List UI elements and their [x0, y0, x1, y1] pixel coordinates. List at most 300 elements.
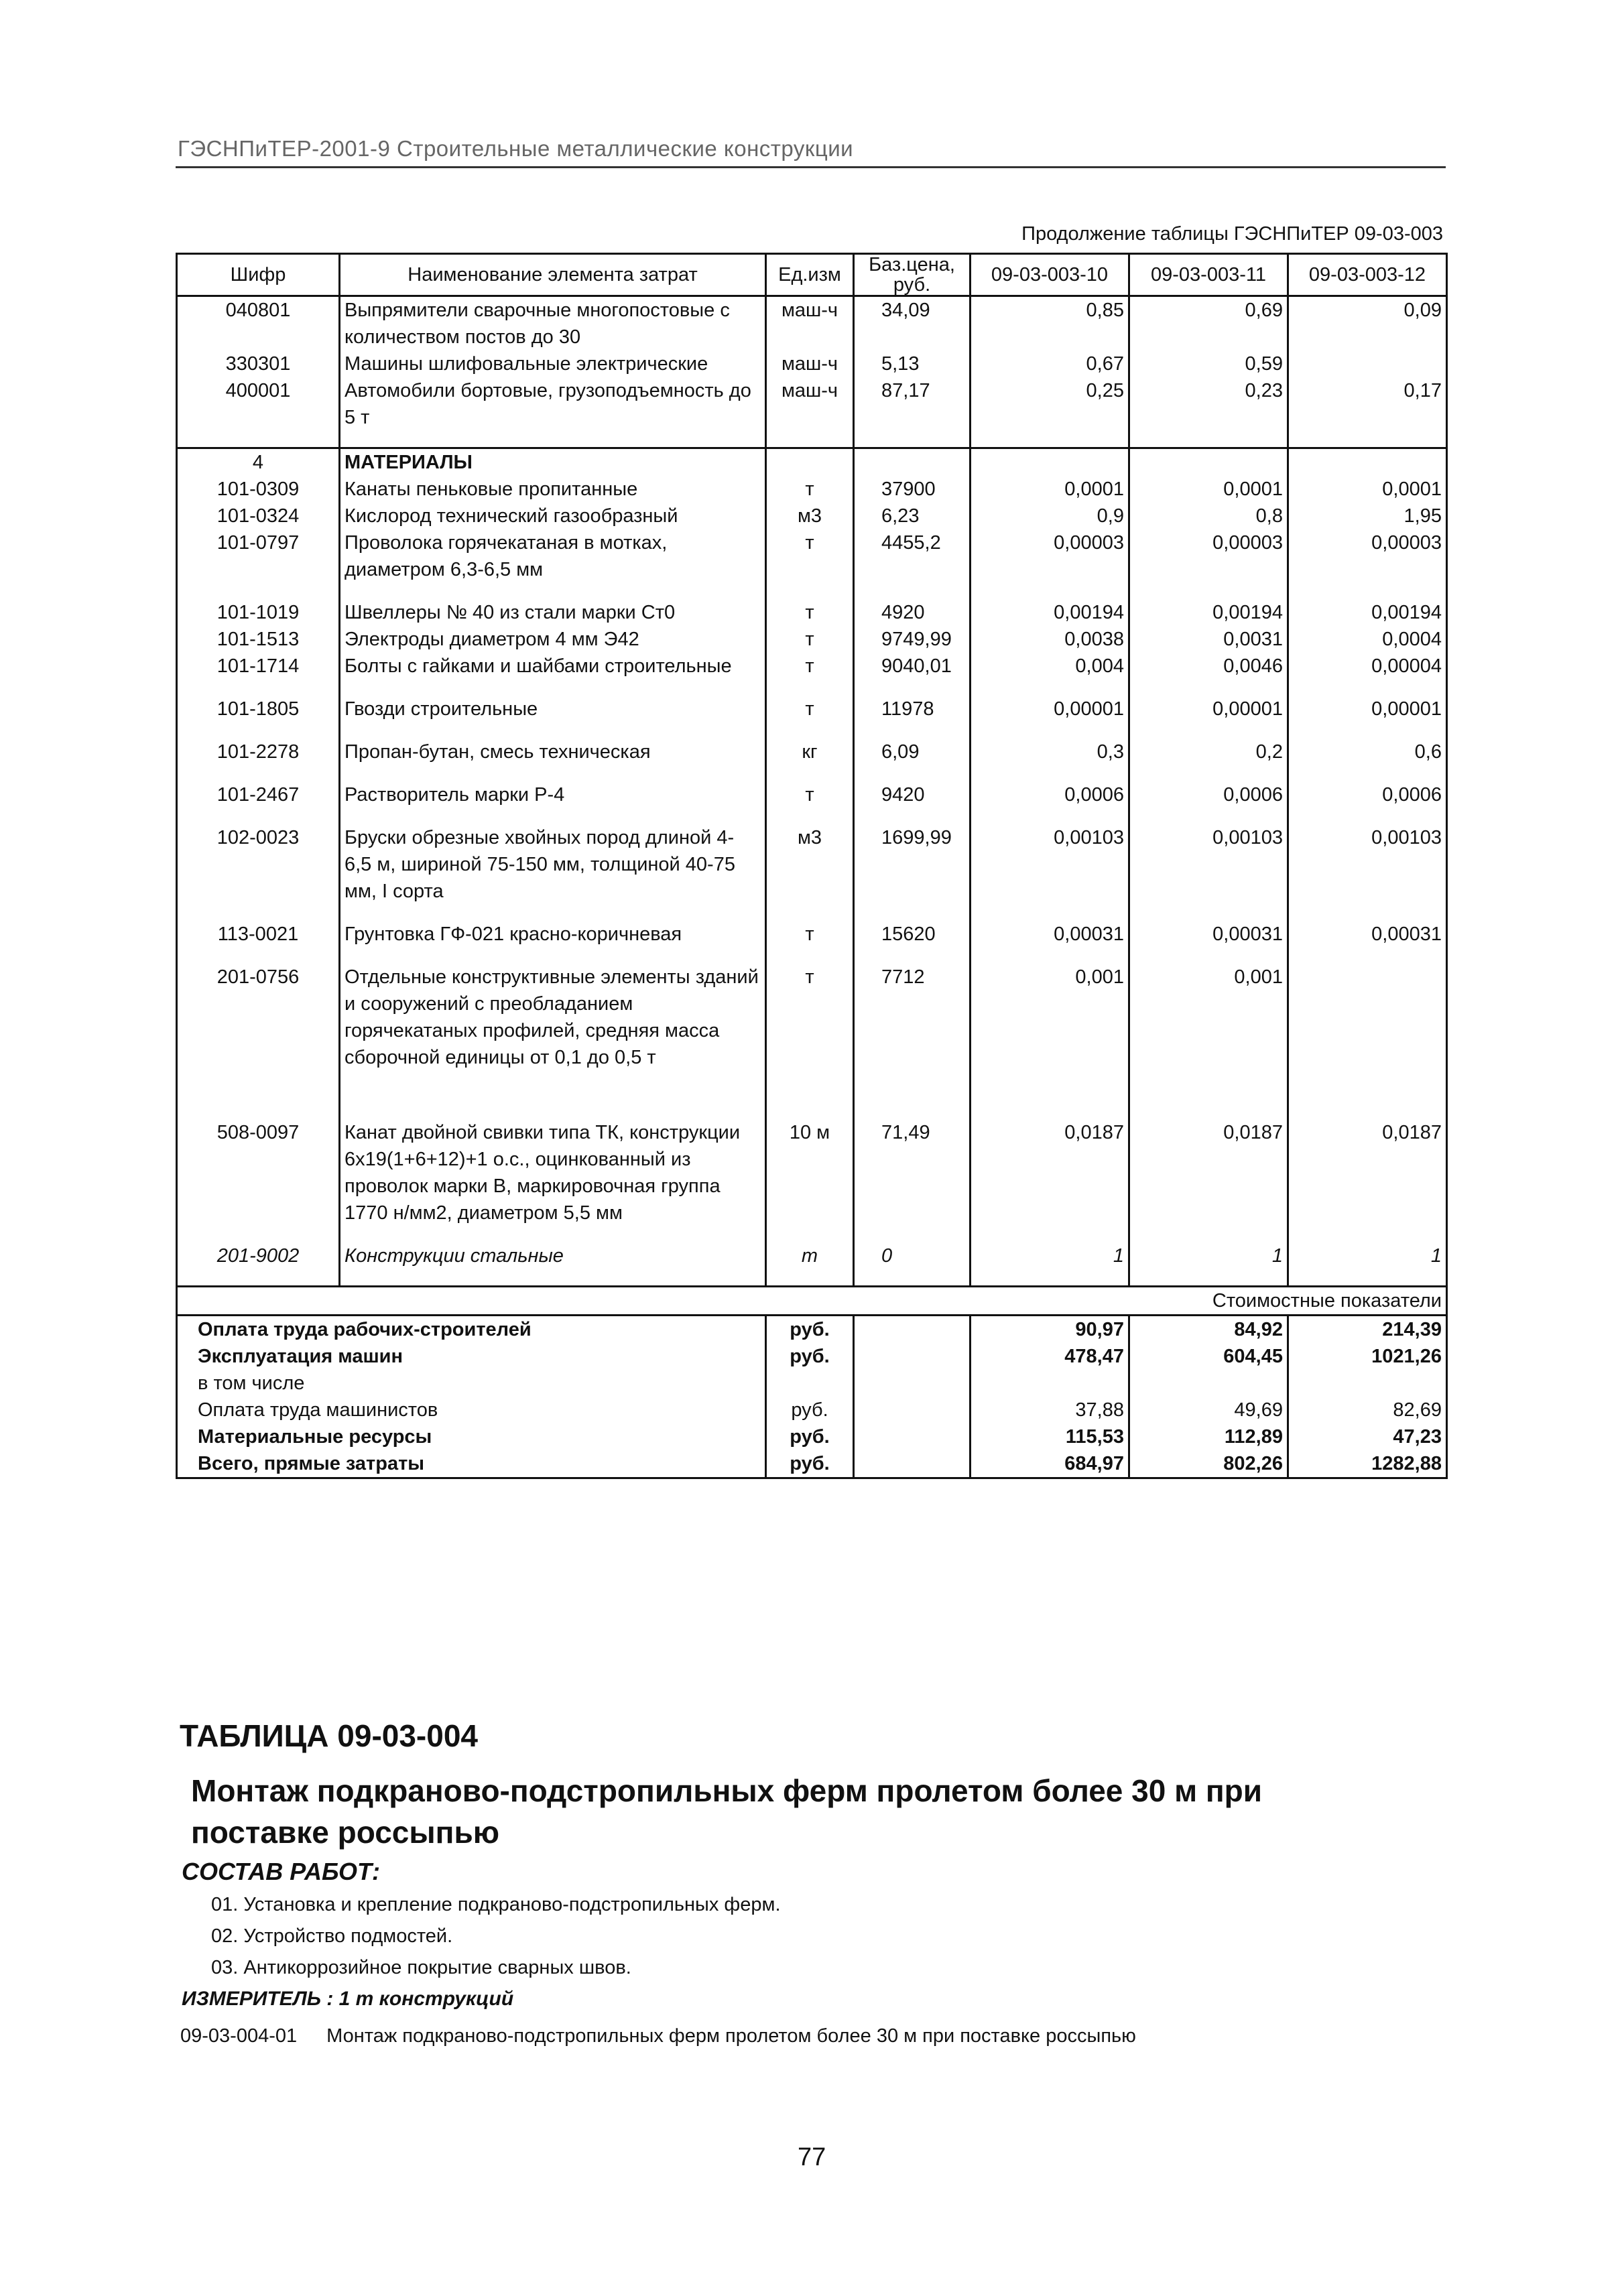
spacer-cell — [971, 1226, 1129, 1242]
document-header: ГЭСНПиТЕР-2001-9 Строительные металлические конструкции — [178, 136, 854, 161]
col-header-unit: Ед.изм — [766, 254, 854, 296]
spacer-cell — [177, 808, 340, 824]
spacer-cell — [766, 948, 854, 964]
spacer-cell — [1288, 1071, 1447, 1087]
col-header-price: Баз.цена, руб. — [854, 254, 971, 296]
spacer-cell — [971, 431, 1129, 448]
spacer-cell — [854, 722, 971, 739]
empty-cell — [1129, 448, 1288, 476]
value-11: 0,0046 — [1129, 653, 1288, 680]
spacer-cell — [1129, 1226, 1288, 1242]
value-12 — [1288, 350, 1447, 377]
spacer-cell — [1288, 722, 1447, 739]
spacer-cell — [971, 583, 1129, 599]
cost-unit: руб. — [766, 1343, 854, 1370]
table-row — [177, 1242, 1447, 1269]
resource-table — [176, 253, 1448, 1479]
spacer-cell — [1288, 765, 1447, 781]
resource-unit: т — [766, 476, 854, 503]
spacer-cell — [854, 1269, 971, 1287]
value-11: 0,0031 — [1129, 626, 1288, 653]
cost-value-12: 47,23 — [1288, 1423, 1447, 1450]
resource-unit: маш-ч — [766, 350, 854, 377]
resource-unit: т — [766, 964, 854, 1071]
value-11: 0,00103 — [1129, 824, 1288, 905]
table-row — [177, 529, 1447, 583]
spacer-cell — [177, 765, 340, 781]
resource-unit: т — [766, 653, 854, 680]
spacer-cell — [1288, 948, 1447, 964]
norm-line — [180, 2025, 1136, 2047]
spacer-cell — [971, 722, 1129, 739]
value-12: 1 — [1288, 1242, 1447, 1269]
resource-code: 040801 — [177, 296, 340, 351]
spacer-cell — [766, 680, 854, 696]
table-row — [177, 781, 1447, 808]
value-12: 0,00003 — [1288, 529, 1447, 583]
spacer-cell — [971, 1269, 1129, 1287]
cost-value-12: 1282,88 — [1288, 1450, 1447, 1478]
value-12 — [1288, 964, 1447, 1071]
value-11: 1 — [1129, 1242, 1288, 1269]
resource-price: 34,09 — [854, 296, 971, 351]
value-10: 0,9 — [971, 503, 1129, 529]
resource-price: 9749,99 — [854, 626, 971, 653]
resource-unit: т — [766, 529, 854, 583]
table-caption: Монтаж подкраново-подстропильных ферм пролетом более 30 м при поставке россыпью — [191, 1773, 1263, 1850]
cost-section-row — [177, 1287, 1447, 1316]
value-10: 0,00194 — [971, 599, 1129, 626]
resource-code: 101-2278 — [177, 739, 340, 765]
resource-unit: 10 м — [766, 1119, 854, 1226]
cost-name: Эксплуатация машин — [177, 1343, 766, 1370]
value-12: 0,17 — [1288, 377, 1447, 431]
cost-row — [177, 1316, 1447, 1344]
cost-name: Оплата труда рабочих-строителей — [177, 1316, 766, 1344]
resource-code: 101-2467 — [177, 781, 340, 808]
empty-cell — [971, 448, 1129, 476]
value-12: 0,00194 — [1288, 599, 1447, 626]
row-spacer — [177, 680, 1447, 696]
empty-cell — [854, 1423, 971, 1450]
resource-unit: м3 — [766, 824, 854, 905]
table-row — [177, 696, 1447, 722]
spacer-cell — [766, 1103, 854, 1119]
resource-name: Бруски обрезные хвойных пород длиной 4-6,5 м, шириной 75-150 мм, толщиной 40-75 мм, I сорта — [340, 824, 766, 905]
value-11: 0,001 — [1129, 964, 1288, 1071]
empty-cell — [854, 448, 971, 476]
table-title: ТАБЛИЦА 09-03-004 — [180, 1718, 478, 1753]
cost-value-10: 37,88 — [971, 1397, 1129, 1423]
work-item: 02. Устройство подмостей. — [211, 1925, 453, 1947]
spacer-cell — [1288, 808, 1447, 824]
cost-name: Всего, прямые затраты — [177, 1450, 766, 1478]
resource-name: Выпрямители сварочные многопостовые с количеством постов до 30 — [340, 296, 766, 351]
spacer-cell — [177, 1103, 340, 1119]
spacer-cell — [1288, 1269, 1447, 1287]
resource-name: Кислород технический газообразный — [340, 503, 766, 529]
value-11: 0,0006 — [1129, 781, 1288, 808]
resource-code: 101-1714 — [177, 653, 340, 680]
resource-unit: т — [766, 626, 854, 653]
cost-unit: руб. — [766, 1397, 854, 1423]
resource-unit: т — [766, 696, 854, 722]
spacer-cell — [854, 1226, 971, 1242]
value-10: 0,00003 — [971, 529, 1129, 583]
resource-name: Гвозди строительные — [340, 696, 766, 722]
cost-value-11: 84,92 — [1129, 1316, 1288, 1344]
row-spacer — [177, 1269, 1447, 1287]
resource-name: Отдельные конструктивные элементы зданий и сооружений с преобладанием горячекатаных профилей, средняя масса сборочной единицы от 0,1 до 0,5 т — [340, 964, 766, 1071]
cost-value-11 — [1129, 1370, 1288, 1397]
spacer-cell — [766, 1226, 854, 1242]
spacer-cell — [766, 1269, 854, 1287]
resource-unit: маш-ч — [766, 377, 854, 431]
spacer-cell — [340, 680, 766, 696]
empty-cell — [854, 1397, 971, 1423]
value-10: 0,00031 — [971, 921, 1129, 948]
resource-unit: м3 — [766, 503, 854, 529]
spacer-cell — [854, 431, 971, 448]
resource-name: Канат двойной свивки типа ТК, конструкции 6х19(1+6+12)+1 о.с., оцинкованный из проволок марки В, маркировочная группа 1770 н/мм2, диаметром 5,5 мм — [340, 1119, 766, 1226]
spacer-cell — [177, 1071, 340, 1087]
cost-unit: руб. — [766, 1423, 854, 1450]
row-spacer — [177, 722, 1447, 739]
table-row — [177, 350, 1447, 377]
row-spacer — [177, 1071, 1447, 1087]
spacer-cell — [1129, 722, 1288, 739]
page-number: 77 — [798, 2143, 826, 2171]
spacer-cell — [177, 948, 340, 964]
value-11: 0,8 — [1129, 503, 1288, 529]
empty-cell — [766, 448, 854, 476]
spacer-cell — [1288, 1226, 1447, 1242]
cost-value-10: 90,97 — [971, 1316, 1129, 1344]
spacer-cell — [177, 680, 340, 696]
value-12: 0,6 — [1288, 739, 1447, 765]
table-row — [177, 921, 1447, 948]
value-12: 0,0187 — [1288, 1119, 1447, 1226]
value-11: 0,23 — [1129, 377, 1288, 431]
table-row — [177, 377, 1447, 431]
table-row — [177, 296, 1447, 351]
spacer-cell — [340, 1226, 766, 1242]
value-10: 0,001 — [971, 964, 1129, 1071]
norm-description: Монтаж подкраново-подстропильных ферм пролетом более 30 м при поставке россыпью — [326, 2025, 1136, 2047]
resource-price: 71,49 — [854, 1119, 971, 1226]
row-spacer — [177, 1087, 1447, 1103]
value-10: 0,0001 — [971, 476, 1129, 503]
resource-unit: маш-ч — [766, 296, 854, 351]
spacer-cell — [340, 905, 766, 921]
resource-price: 4920 — [854, 599, 971, 626]
spacer-cell — [1129, 1269, 1288, 1287]
spacer-cell — [766, 431, 854, 448]
resource-code: 101-0324 — [177, 503, 340, 529]
cost-value-10 — [971, 1370, 1129, 1397]
resource-price: 4455,2 — [854, 529, 971, 583]
value-11: 0,59 — [1129, 350, 1288, 377]
spacer-cell — [340, 765, 766, 781]
resource-code: 101-1019 — [177, 599, 340, 626]
value-11: 0,2 — [1129, 739, 1288, 765]
empty-cell — [854, 1450, 971, 1478]
resource-name: Конструкции стальные — [340, 1242, 766, 1269]
empty-cell — [854, 1370, 971, 1397]
cost-value-11: 49,69 — [1129, 1397, 1288, 1423]
spacer-cell — [340, 1087, 766, 1103]
spacer-cell — [340, 431, 766, 448]
spacer-cell — [971, 948, 1129, 964]
table-row — [177, 626, 1447, 653]
spacer-cell — [1129, 583, 1288, 599]
value-12: 0,09 — [1288, 296, 1447, 351]
cost-name: Материальные ресурсы — [177, 1423, 766, 1450]
resource-name: Канаты пеньковые пропитанные — [340, 476, 766, 503]
cost-value-12: 1021,26 — [1288, 1343, 1447, 1370]
cost-value-12 — [1288, 1370, 1447, 1397]
spacer-cell — [177, 583, 340, 599]
spacer-cell — [971, 1103, 1129, 1119]
spacer-cell — [340, 1103, 766, 1119]
spacer-cell — [766, 808, 854, 824]
spacer-cell — [971, 1087, 1129, 1103]
resource-name: Проволока горячекатаная в мотках, диаметром 6,3-6,5 мм — [340, 529, 766, 583]
spacer-cell — [177, 431, 340, 448]
spacer-cell — [766, 765, 854, 781]
spacer-cell — [1129, 808, 1288, 824]
value-12: 0,00103 — [1288, 824, 1447, 905]
row-spacer — [177, 583, 1447, 599]
resource-unit: т — [766, 1242, 854, 1269]
empty-cell — [1288, 448, 1447, 476]
materials-section-title: МАТЕРИАЛЫ — [340, 448, 766, 476]
resource-name: Пропан-бутан, смесь техническая — [340, 739, 766, 765]
resource-price: 1699,99 — [854, 824, 971, 905]
value-10: 0,3 — [971, 739, 1129, 765]
spacer-cell — [1288, 583, 1447, 599]
spacer-cell — [971, 680, 1129, 696]
col-header-12: 09-03-003-12 — [1288, 254, 1447, 296]
table-header-row — [177, 254, 1447, 296]
spacer-cell — [854, 765, 971, 781]
empty-cell — [854, 1343, 971, 1370]
resource-code: 201-0756 — [177, 964, 340, 1071]
value-10: 0,67 — [971, 350, 1129, 377]
row-spacer — [177, 948, 1447, 964]
value-12: 0,00001 — [1288, 696, 1447, 722]
spacer-cell — [177, 1269, 340, 1287]
table-row — [177, 824, 1447, 905]
spacer-cell — [340, 948, 766, 964]
value-10: 0,0187 — [971, 1119, 1129, 1226]
resource-price: 7712 — [854, 964, 971, 1071]
value-11: 0,00194 — [1129, 599, 1288, 626]
spacer-cell — [1288, 431, 1447, 448]
spacer-cell — [1129, 1103, 1288, 1119]
resource-name: Электроды диаметром 4 мм Э42 — [340, 626, 766, 653]
spacer-cell — [177, 722, 340, 739]
value-10: 0,0038 — [971, 626, 1129, 653]
value-12: 0,0001 — [1288, 476, 1447, 503]
spacer-cell — [1288, 1103, 1447, 1119]
resource-price: 37900 — [854, 476, 971, 503]
value-10: 1 — [971, 1242, 1129, 1269]
spacer-cell — [177, 1226, 340, 1242]
cost-unit: руб. — [766, 1316, 854, 1344]
resource-price: 15620 — [854, 921, 971, 948]
resource-code: 101-0309 — [177, 476, 340, 503]
norm-code: 09-03-004-01 — [180, 2025, 298, 2047]
spacer-cell — [177, 905, 340, 921]
value-11: 0,69 — [1129, 296, 1288, 351]
value-11: 0,00001 — [1129, 696, 1288, 722]
spacer-cell — [1129, 905, 1288, 921]
spacer-cell — [854, 1071, 971, 1087]
value-10: 0,00001 — [971, 696, 1129, 722]
spacer-cell — [1129, 1087, 1288, 1103]
value-11: 0,0187 — [1129, 1119, 1288, 1226]
materials-section-row — [177, 448, 1447, 476]
cost-row — [177, 1343, 1447, 1370]
header-rule — [176, 166, 1446, 168]
resource-code: 113-0021 — [177, 921, 340, 948]
value-12: 0,0004 — [1288, 626, 1447, 653]
value-10: 0,0006 — [971, 781, 1129, 808]
value-12: 0,0006 — [1288, 781, 1447, 808]
spacer-cell — [854, 905, 971, 921]
cost-section-title: Стоимостные показатели — [177, 1287, 1447, 1316]
table-row — [177, 1119, 1447, 1226]
spacer-cell — [1288, 905, 1447, 921]
cost-value-10: 115,53 — [971, 1423, 1129, 1450]
resource-unit: т — [766, 921, 854, 948]
resource-price: 11978 — [854, 696, 971, 722]
col-header-name: Наименование элемента затрат — [340, 254, 766, 296]
cost-unit — [766, 1370, 854, 1397]
spacer-cell — [340, 722, 766, 739]
spacer-cell — [340, 1269, 766, 1287]
resource-price: 87,17 — [854, 377, 971, 431]
cost-value-11: 112,89 — [1129, 1423, 1288, 1450]
cost-row — [177, 1370, 1447, 1397]
table-row — [177, 476, 1447, 503]
resource-code: 101-1805 — [177, 696, 340, 722]
resource-name: Грунтовка ГФ-021 красно-коричневая — [340, 921, 766, 948]
cost-value-12: 214,39 — [1288, 1316, 1447, 1344]
spacer-cell — [854, 948, 971, 964]
spacer-cell — [854, 680, 971, 696]
spacer-cell — [1288, 680, 1447, 696]
spacer-cell — [766, 905, 854, 921]
resource-price: 6,09 — [854, 739, 971, 765]
row-spacer — [177, 431, 1447, 448]
value-10: 0,00103 — [971, 824, 1129, 905]
cost-unit: руб. — [766, 1450, 854, 1478]
cost-value-10: 478,47 — [971, 1343, 1129, 1370]
resource-name: Автомобили бортовые, грузоподъемность до 5 т — [340, 377, 766, 431]
resource-unit: т — [766, 599, 854, 626]
row-spacer — [177, 808, 1447, 824]
resource-code: 400001 — [177, 377, 340, 431]
spacer-cell — [971, 905, 1129, 921]
resource-code: 201-9002 — [177, 1242, 340, 1269]
resource-unit: кг — [766, 739, 854, 765]
table-row — [177, 964, 1447, 1071]
spacer-cell — [971, 765, 1129, 781]
spacer-cell — [1288, 1087, 1447, 1103]
cost-value-12: 82,69 — [1288, 1397, 1447, 1423]
row-spacer — [177, 765, 1447, 781]
spacer-cell — [1129, 948, 1288, 964]
resource-code: 101-0797 — [177, 529, 340, 583]
spacer-cell — [854, 1087, 971, 1103]
spacer-cell — [1129, 431, 1288, 448]
resource-code: 508-0097 — [177, 1119, 340, 1226]
spacer-cell — [854, 583, 971, 599]
work-item: 01. Установка и крепление подкраново-подстропильных ферм. — [211, 1894, 781, 1915]
resource-price: 9420 — [854, 781, 971, 808]
table-row — [177, 653, 1447, 680]
value-10: 0,25 — [971, 377, 1129, 431]
value-11: 0,00003 — [1129, 529, 1288, 583]
spacer-cell — [340, 808, 766, 824]
spacer-cell — [1129, 765, 1288, 781]
resource-price: 9040,01 — [854, 653, 971, 680]
empty-cell — [854, 1316, 971, 1344]
table-row — [177, 599, 1447, 626]
resource-price: 0 — [854, 1242, 971, 1269]
table-row — [177, 739, 1447, 765]
resource-name: Растворитель марки Р-4 — [340, 781, 766, 808]
row-spacer — [177, 1103, 1447, 1119]
cost-name: в том числе — [177, 1370, 766, 1397]
resource-name: Швеллеры № 40 из стали марки Ст0 — [340, 599, 766, 626]
spacer-cell — [340, 583, 766, 599]
value-12: 0,00004 — [1288, 653, 1447, 680]
resource-code: 102-0023 — [177, 824, 340, 905]
resource-price: 6,23 — [854, 503, 971, 529]
cost-row — [177, 1423, 1447, 1450]
table-row — [177, 503, 1447, 529]
spacer-cell — [766, 1087, 854, 1103]
value-11: 0,0001 — [1129, 476, 1288, 503]
value-10: 0,85 — [971, 296, 1129, 351]
spacer-cell — [854, 1103, 971, 1119]
spacer-cell — [766, 722, 854, 739]
resource-name: Машины шлифовальные электрические — [340, 350, 766, 377]
work-item: 03. Антикоррозийное покрытие сварных швов. — [211, 1957, 631, 1978]
resource-unit: т — [766, 781, 854, 808]
resource-price: 5,13 — [854, 350, 971, 377]
col-header-code: Шифр — [177, 254, 340, 296]
row-spacer — [177, 905, 1447, 921]
spacer-cell — [1129, 680, 1288, 696]
measurement-unit: ИЗМЕРИТЕЛЬ : 1 т конструкций — [182, 1988, 514, 2010]
value-10: 0,004 — [971, 653, 1129, 680]
col-header-10: 09-03-003-10 — [971, 254, 1129, 296]
spacer-cell — [766, 583, 854, 599]
spacer-cell — [1129, 1071, 1288, 1087]
cost-name: Оплата труда машинистов — [177, 1397, 766, 1423]
cost-value-10: 684,97 — [971, 1450, 1129, 1478]
value-12: 1,95 — [1288, 503, 1447, 529]
spacer-cell — [854, 808, 971, 824]
spacer-cell — [971, 1071, 1129, 1087]
cost-value-11: 802,26 — [1129, 1450, 1288, 1478]
resource-code: 101-1513 — [177, 626, 340, 653]
table-continuation-note: Продолжение таблицы ГЭСНПиТЕР 09-03-003 — [1021, 223, 1443, 245]
